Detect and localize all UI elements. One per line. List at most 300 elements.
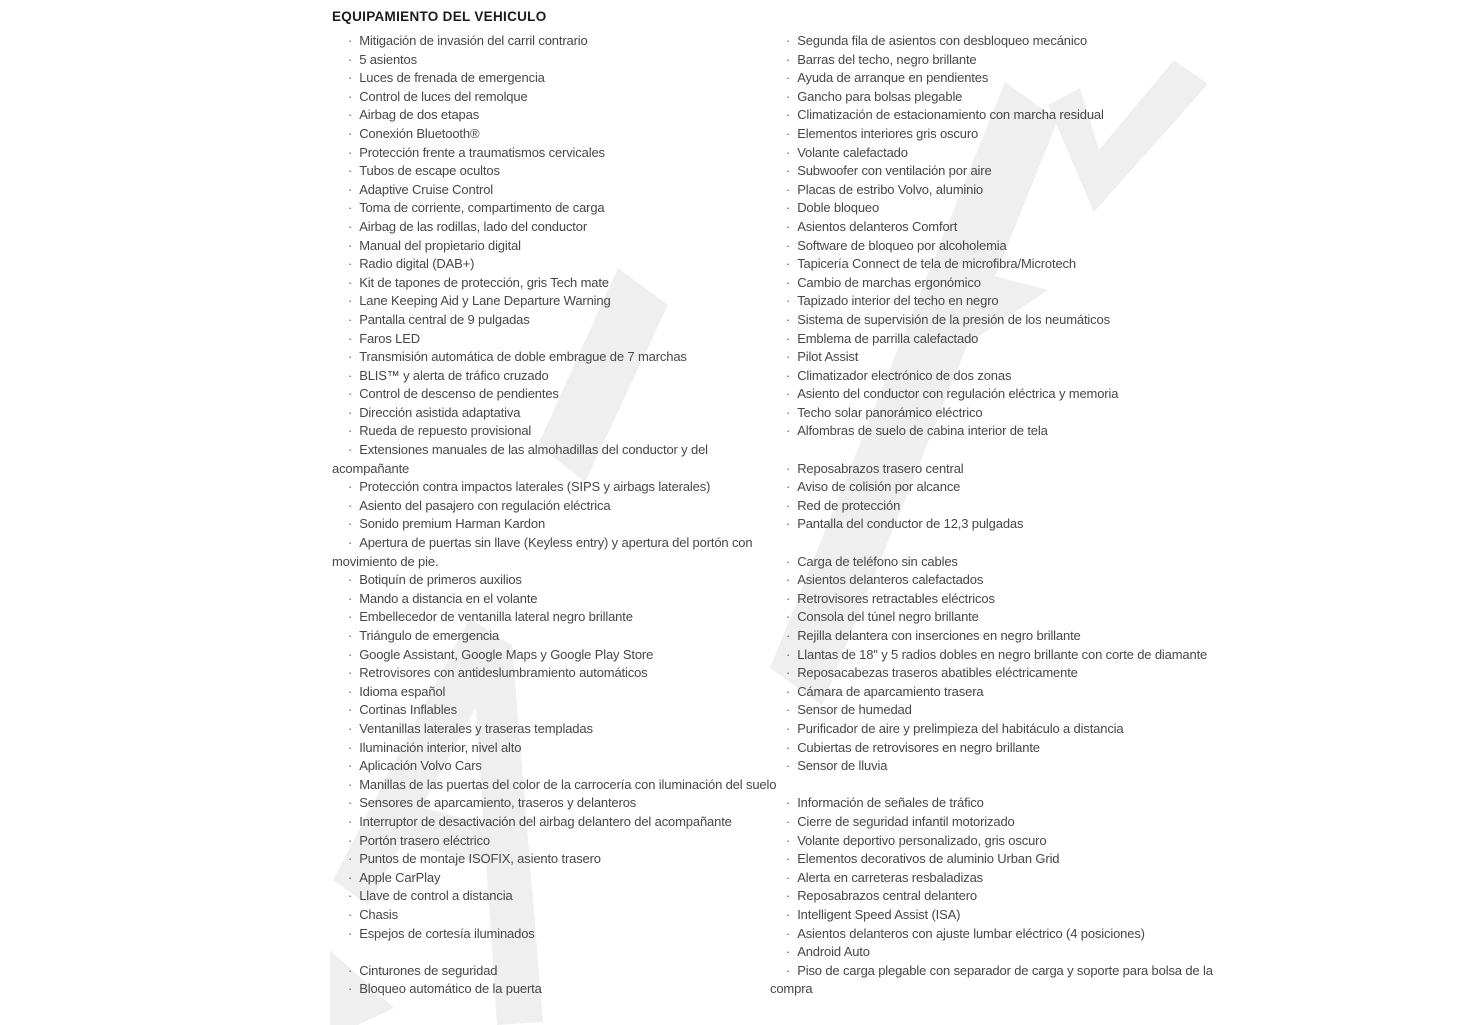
- equipment-item: [332, 664, 778, 683]
- equipment-item: [332, 199, 778, 218]
- bullet-icon: ·: [348, 497, 353, 513]
- equipment-item: [770, 460, 1228, 479]
- bullet-icon: ·: [348, 442, 353, 458]
- bullet-icon: ·: [348, 386, 353, 402]
- equipment-item-label: Intelligent Speed Assist (ISA): [797, 906, 961, 922]
- equipment-item-label: Asientos delanteros calefactados: [797, 572, 984, 588]
- equipment-item: [770, 925, 1228, 944]
- equipment-item-label: Tubos de escape ocultos: [359, 163, 500, 179]
- equipment-group: [770, 553, 1228, 776]
- equipment-item: [770, 962, 1228, 999]
- equipment-item: [332, 646, 778, 665]
- equipment-item: [770, 32, 1228, 51]
- equipment-column-left: [332, 32, 778, 999]
- equipment-item-label: Pantalla del conductor de 12,3 pulgadas: [797, 516, 1024, 532]
- equipment-item: [770, 311, 1228, 330]
- equipment-item: [332, 683, 778, 702]
- equipment-item-label: Techo solar panorámico eléctrico: [797, 404, 983, 420]
- bullet-icon: ·: [348, 144, 353, 160]
- bullet-icon: ·: [786, 925, 791, 941]
- equipment-item-label: Tapizado interior del techo en negro: [797, 293, 999, 309]
- equipment-item-label: Chasis: [359, 906, 399, 922]
- equipment-item: [770, 237, 1228, 256]
- bullet-icon: ·: [348, 163, 353, 179]
- equipment-item: [770, 348, 1228, 367]
- equipment-item: [770, 125, 1228, 144]
- equipment-item: [332, 330, 778, 349]
- bullet-icon: ·: [348, 516, 353, 532]
- equipment-item-label: Climatización de estacionamiento con marcha residual: [797, 107, 1104, 123]
- bullet-icon: ·: [348, 218, 353, 234]
- bullet-icon: ·: [348, 832, 353, 848]
- equipment-item: [332, 367, 778, 386]
- equipment-item-label: Manillas de las puertas del color de la carrocería con iluminación del suelo: [359, 776, 777, 792]
- bullet-icon: ·: [786, 590, 791, 606]
- equipment-item: [770, 478, 1228, 497]
- equipment-item: [332, 237, 778, 256]
- bullet-icon: ·: [348, 851, 353, 867]
- equipment-item: [332, 720, 778, 739]
- bullet-icon: ·: [786, 293, 791, 309]
- bullet-icon: ·: [348, 367, 353, 383]
- bullet-icon: ·: [348, 70, 353, 86]
- equipment-item-label: Carga de teléfono sin cables: [797, 553, 958, 569]
- equipment-item: [770, 255, 1228, 274]
- bullet-icon: ·: [786, 646, 791, 662]
- equipment-item-label: Conexión Bluetooth®: [359, 125, 480, 141]
- equipment-item-label: Airbag de las rodillas, lado del conductor: [359, 218, 588, 234]
- equipment-group: [770, 460, 1228, 534]
- bullet-icon: ·: [786, 107, 791, 123]
- bullet-icon: ·: [786, 200, 791, 216]
- equipment-item: [332, 441, 778, 478]
- equipment-item-label: Control de descenso de pendientes: [359, 386, 559, 402]
- equipment-item-label: Elementos interiores gris oscuro: [797, 125, 979, 141]
- bullet-icon: ·: [348, 925, 353, 941]
- equipment-item-label: Idioma español: [359, 683, 446, 699]
- bullet-icon: ·: [348, 293, 353, 309]
- bullet-icon: ·: [786, 739, 791, 755]
- equipment-item-label: Radio digital (DAB+): [359, 256, 475, 272]
- equipment-item-label: Tapicería Connect de tela de microfibra/Microtech: [797, 256, 1076, 272]
- equipment-item-label: Triángulo de emergencia: [359, 628, 500, 643]
- equipment-item-label: Placas de estribo Volvo, aluminio: [797, 181, 984, 197]
- bullet-icon: ·: [786, 349, 791, 365]
- equipment-item: [332, 218, 778, 237]
- bullet-icon: ·: [786, 311, 791, 327]
- equipment-item-label: Sensores de aparcamiento, traseros y delanteros: [359, 795, 637, 811]
- bullet-icon: ·: [786, 702, 791, 718]
- equipment-item-label: Asientos delanteros Comfort: [797, 218, 958, 234]
- equipment-item-label: Sensor de lluvia: [797, 758, 888, 774]
- equipment-item-label: Kit de tapones de protección, gris Tech mate: [359, 274, 609, 290]
- equipment-item-label: Gancho para bolsas plegable: [797, 88, 963, 104]
- bullet-icon: ·: [786, 962, 791, 978]
- equipment-group: [770, 794, 1228, 999]
- equipment-item: [770, 199, 1228, 218]
- bullet-icon: ·: [786, 683, 791, 699]
- equipment-item: [332, 32, 778, 51]
- bullet-icon: ·: [348, 330, 353, 346]
- equipment-item: [332, 404, 778, 423]
- equipment-item: [770, 144, 1228, 163]
- bullet-icon: ·: [348, 813, 353, 829]
- bullet-icon: ·: [786, 851, 791, 867]
- equipment-item: [770, 794, 1228, 813]
- bullet-icon: ·: [786, 70, 791, 86]
- equipment-item: [770, 274, 1228, 293]
- equipment-item-label: Airbag de dos etapas: [359, 107, 480, 123]
- bullet-icon: ·: [786, 832, 791, 848]
- bullet-icon: ·: [786, 330, 791, 346]
- equipment-item: [332, 106, 778, 125]
- equipment-item-label: Transmisión automática de doble embrague de 7 marchas: [359, 349, 687, 365]
- bullet-icon: ·: [786, 460, 791, 476]
- equipment-item: [770, 385, 1228, 404]
- bullet-icon: ·: [348, 107, 353, 123]
- equipment-item-label: Interruptor de desactivación del airbag delantero del acompañante: [359, 813, 732, 829]
- equipment-item: [332, 869, 778, 888]
- bullet-icon: ·: [348, 535, 353, 551]
- equipment-item-label: Barras del techo, negro brillante: [797, 51, 977, 67]
- equipment-item: [770, 106, 1228, 125]
- bullet-icon: ·: [786, 572, 791, 588]
- equipment-item: [770, 943, 1228, 962]
- bullet-icon: ·: [348, 88, 353, 104]
- equipment-item: [332, 422, 778, 441]
- bullet-icon: ·: [786, 181, 791, 197]
- bullet-icon: ·: [786, 274, 791, 290]
- equipment-item: [770, 553, 1228, 572]
- equipment-item: [770, 887, 1228, 906]
- bullet-icon: ·: [348, 776, 353, 792]
- equipment-item: [332, 292, 778, 311]
- equipment-item-label: Toma de corriente, compartimento de carga: [359, 200, 605, 216]
- equipment-item-label: Llave de control a distancia: [359, 888, 513, 904]
- bullet-icon: ·: [786, 516, 791, 532]
- equipment-item: [332, 906, 778, 925]
- equipment-item: [332, 590, 778, 609]
- equipment-item: [332, 925, 778, 944]
- equipment-item-label: Android Auto: [797, 944, 870, 960]
- bullet-icon: ·: [786, 33, 791, 48]
- equipment-item-label: Asiento del conductor con regulación eléctrica y memoria: [797, 386, 1119, 402]
- equipment-column-right: [770, 32, 1228, 999]
- bullet-icon: ·: [348, 274, 353, 290]
- bullet-icon: ·: [786, 163, 791, 179]
- equipment-item-label: Reposabrazos trasero central: [797, 460, 964, 476]
- equipment-item-label: Reposabrazos central delantero: [797, 888, 977, 904]
- bullet-icon: ·: [786, 628, 791, 643]
- equipment-item: [332, 887, 778, 906]
- equipment-item-label: Asiento del pasajero con regulación eléctrica: [359, 497, 611, 513]
- equipment-group: [770, 32, 1228, 441]
- equipment-item-label: Elementos decorativos de aluminio Urban Grid: [797, 851, 1060, 867]
- equipment-item: [332, 515, 778, 534]
- equipment-item: [770, 664, 1228, 683]
- equipment-item-label: Segunda fila de asientos con desbloqueo mecánico: [797, 33, 1088, 48]
- equipment-item-label: Embellecedor de ventanilla lateral negro brillante: [359, 609, 633, 625]
- bullet-icon: ·: [786, 218, 791, 234]
- equipment-item-label: Portón trasero eléctrico: [359, 832, 490, 848]
- equipment-item: [770, 515, 1228, 534]
- bullet-icon: ·: [348, 200, 353, 216]
- equipment-item: [332, 794, 778, 813]
- equipment-item: [332, 162, 778, 181]
- page-title: EQUIPAMIENTO DEL VEHICULO: [332, 9, 547, 24]
- equipment-item-label: Software de bloqueo por alcoholemia: [797, 237, 1007, 253]
- equipment-item: [770, 69, 1228, 88]
- equipment-item-label: BLIS™ y alerta de tráfico cruzado: [359, 367, 549, 383]
- equipment-item: [770, 608, 1228, 627]
- equipment-item-label: Bloqueo automático de la puerta: [359, 981, 542, 997]
- equipment-item-label: Dirección asistida adaptativa: [359, 404, 521, 420]
- bullet-icon: ·: [348, 646, 353, 662]
- equipment-item: [770, 590, 1228, 609]
- equipment-item-label: Volante calefactado: [797, 144, 908, 160]
- equipment-item-label: Asientos delanteros con ajuste lumbar eléctrico (4 posiciones): [797, 925, 1145, 941]
- equipment-item: [770, 869, 1228, 888]
- bullet-icon: ·: [348, 572, 353, 588]
- equipment-item: [770, 739, 1228, 758]
- equipment-item-label: Sistema de supervisión de la presión de los neumáticos: [797, 311, 1110, 327]
- bullet-icon: ·: [786, 888, 791, 904]
- equipment-item: [332, 51, 778, 70]
- equipment-item-label: Retrovisores con antideslumbramiento automáticos: [359, 665, 648, 681]
- equipment-item-label: Llantas de 18" y 5 radios dobles en negro brillante con corte de diamante: [797, 646, 1208, 662]
- bullet-icon: ·: [348, 720, 353, 736]
- equipment-item: [332, 88, 778, 107]
- equipment-item: [332, 385, 778, 404]
- equipment-item: [332, 980, 778, 999]
- equipment-item-label: Reposacabezas traseros abatibles eléctricamente: [797, 665, 1078, 681]
- equipment-item-label: Subwoofer con ventilación por aire: [797, 163, 992, 179]
- equipment-item-label: Ventanillas laterales y traseras templadas: [359, 720, 593, 736]
- equipment-item: [332, 776, 778, 795]
- bullet-icon: ·: [786, 386, 791, 402]
- bullet-icon: ·: [348, 906, 353, 922]
- equipment-item: [770, 162, 1228, 181]
- equipment-item: [332, 144, 778, 163]
- equipment-item-label: Sensor de humedad: [797, 702, 912, 718]
- equipment-item-label: Protección contra impactos laterales (SIPS y airbags laterales): [359, 479, 711, 495]
- bullet-icon: ·: [786, 237, 791, 253]
- bullet-icon: ·: [348, 888, 353, 904]
- bullet-icon: ·: [786, 813, 791, 829]
- equipment-item: [770, 497, 1228, 516]
- bullet-icon: ·: [348, 125, 353, 141]
- equipment-item: [332, 181, 778, 200]
- bullet-icon: ·: [786, 665, 791, 681]
- equipment-item: [332, 478, 778, 497]
- equipment-item: [332, 497, 778, 516]
- equipment-item-label: Cambio de marchas ergonómico: [797, 274, 981, 290]
- equipment-group: [332, 962, 778, 999]
- bullet-icon: ·: [786, 367, 791, 383]
- equipment-item: [332, 571, 778, 590]
- equipment-item-label: Google Assistant, Google Maps y Google Play Store: [359, 646, 654, 662]
- equipment-item: [770, 422, 1228, 441]
- equipment-item-label: Alfombras de suelo de cabina interior de tela: [797, 423, 1048, 439]
- equipment-item: [770, 88, 1228, 107]
- bullet-icon: ·: [348, 609, 353, 625]
- bullet-icon: ·: [348, 404, 353, 420]
- equipment-item: [770, 813, 1228, 832]
- equipment-item-label: Aplicación Volvo Cars: [359, 758, 482, 774]
- equipment-item-label: Alerta en carreteras resbaladizas: [797, 869, 983, 885]
- equipment-item: [332, 348, 778, 367]
- equipment-item: [332, 813, 778, 832]
- equipment-item: [770, 218, 1228, 237]
- equipment-item: [770, 330, 1228, 349]
- equipment-item-label: Extensiones manuales de las almohadillas del conductor y del acompañante: [332, 442, 708, 476]
- equipment-item: [332, 962, 778, 981]
- equipment-item-label: Mitigación de invasión del carril contrario: [359, 33, 588, 48]
- bullet-icon: ·: [348, 349, 353, 365]
- bullet-icon: ·: [786, 944, 791, 960]
- bullet-icon: ·: [786, 256, 791, 272]
- equipment-item: [332, 739, 778, 758]
- equipment-item: [770, 683, 1228, 702]
- equipment-item: [770, 906, 1228, 925]
- equipment-item: [332, 701, 778, 720]
- equipment-group: [332, 32, 778, 943]
- equipment-item-label: Rejilla delantera con inserciones en negro brillante: [797, 628, 1081, 643]
- equipment-item-label: Consola del túnel negro brillante: [797, 609, 979, 625]
- bullet-icon: ·: [786, 795, 791, 811]
- equipment-item: [770, 757, 1228, 776]
- equipment-item: [770, 367, 1228, 386]
- equipment-item: [770, 292, 1228, 311]
- equipment-item-label: Iluminación interior, nivel alto: [359, 739, 522, 755]
- equipment-item-label: Botiquín de primeros auxilios: [359, 572, 522, 588]
- bullet-icon: ·: [348, 479, 353, 495]
- equipment-item-label: Doble bloqueo: [797, 200, 880, 216]
- equipment-item: [770, 646, 1228, 665]
- equipment-item-label: Aviso de colisión por alcance: [797, 479, 961, 495]
- bullet-icon: ·: [348, 702, 353, 718]
- equipment-item-label: Faros LED: [359, 330, 420, 346]
- bullet-icon: ·: [786, 51, 791, 67]
- equipment-item: [332, 255, 778, 274]
- bullet-icon: ·: [348, 962, 353, 978]
- equipment-item: [332, 757, 778, 776]
- bullet-icon: ·: [348, 869, 353, 885]
- equipment-item: [770, 51, 1228, 70]
- bullet-icon: ·: [348, 237, 353, 253]
- equipment-item-label: Cortinas Inflables: [359, 702, 457, 718]
- equipment-item: [332, 534, 778, 571]
- equipment-item: [770, 832, 1228, 851]
- equipment-item: [770, 404, 1228, 423]
- equipment-item-label: Piso de carga plegable con separador de carga y soporte para bolsa de la compra: [770, 962, 1213, 997]
- equipment-item: [332, 608, 778, 627]
- equipment-item: [332, 627, 778, 646]
- equipment-item: [770, 627, 1228, 646]
- bullet-icon: ·: [786, 720, 791, 736]
- bullet-icon: ·: [786, 144, 791, 160]
- bullet-icon: ·: [348, 33, 353, 48]
- equipment-item-label: Emblema de parrilla calefactado: [797, 330, 979, 346]
- equipment-item-label: Puntos de montaje ISOFIX, asiento trasero: [359, 851, 601, 867]
- equipment-item: [770, 181, 1228, 200]
- equipment-item-label: Retrovisores retractables eléctricos: [797, 590, 995, 606]
- bullet-icon: ·: [786, 125, 791, 141]
- equipment-item-label: Apertura de puertas sin llave (Keyless entry) y apertura del portón con movimiento de pie.: [332, 535, 753, 569]
- equipment-item-label: Lane Keeping Aid y Lane Departure Warning: [359, 293, 611, 309]
- equipment-item-label: 5 asientos: [359, 51, 417, 67]
- bullet-icon: ·: [786, 906, 791, 922]
- bullet-icon: ·: [348, 739, 353, 755]
- bullet-icon: ·: [348, 256, 353, 272]
- equipment-item: [332, 274, 778, 293]
- equipment-item-label: Cámara de aparcamiento trasera: [797, 683, 984, 699]
- equipment-item: [770, 571, 1228, 590]
- bullet-icon: ·: [348, 683, 353, 699]
- equipment-item-label: Rueda de repuesto provisional: [359, 423, 532, 439]
- equipment-item-label: Protección frente a traumatismos cervicales: [359, 144, 605, 160]
- equipment-item-label: Pilot Assist: [797, 349, 859, 365]
- equipment-item: [332, 125, 778, 144]
- bullet-icon: ·: [786, 404, 791, 420]
- equipment-item: [332, 850, 778, 869]
- equipment-item-label: Volante deportivo personalizado, gris oscuro: [797, 832, 1047, 848]
- bullet-icon: ·: [348, 423, 353, 439]
- bullet-icon: ·: [348, 181, 353, 197]
- equipment-item: [332, 311, 778, 330]
- bullet-icon: ·: [786, 758, 791, 774]
- equipment-item: [770, 720, 1228, 739]
- equipment-item-label: Apple CarPlay: [359, 869, 441, 885]
- equipment-item-label: Ayuda de arranque en pendientes: [797, 70, 989, 86]
- bullet-icon: ·: [348, 590, 353, 606]
- equipment-item-label: Red de protección: [797, 497, 901, 513]
- equipment-item: [332, 69, 778, 88]
- bullet-icon: ·: [786, 88, 791, 104]
- bullet-icon: ·: [348, 51, 353, 67]
- bullet-icon: ·: [348, 311, 353, 327]
- bullet-icon: ·: [786, 869, 791, 885]
- equipment-item-label: Información de señales de tráfico: [797, 795, 984, 811]
- equipment-item: [332, 832, 778, 851]
- equipment-item-label: Cierre de seguridad infantil motorizado: [797, 813, 1015, 829]
- bullet-icon: ·: [348, 628, 353, 643]
- equipment-item-label: Control de luces del remolque: [359, 88, 528, 104]
- bullet-icon: ·: [348, 981, 353, 997]
- bullet-icon: ·: [348, 795, 353, 811]
- bullet-icon: ·: [348, 758, 353, 774]
- bullet-icon: ·: [786, 497, 791, 513]
- equipment-item-label: Espejos de cortesía iluminados: [359, 925, 535, 941]
- equipment-item-label: Purificador de aire y prelimpieza del habitáculo a distancia: [797, 720, 1124, 736]
- equipment-item-label: Luces de frenada de emergencia: [359, 70, 545, 86]
- equipment-item-label: Pantalla central de 9 pulgadas: [359, 311, 530, 327]
- bullet-icon: ·: [786, 479, 791, 495]
- bullet-icon: ·: [786, 609, 791, 625]
- equipment-item: [770, 850, 1228, 869]
- bullet-icon: ·: [786, 553, 791, 569]
- equipment-item-label: Climatizador electrónico de dos zonas: [797, 367, 1012, 383]
- bullet-icon: ·: [786, 423, 791, 439]
- equipment-item-label: Mando a distancia en el volante: [359, 590, 538, 606]
- equipment-item: [770, 701, 1228, 720]
- bullet-icon: ·: [348, 665, 353, 681]
- equipment-item-label: Cinturones de seguridad: [359, 962, 498, 978]
- equipment-item-label: Cubiertas de retrovisores en negro brillante: [797, 739, 1040, 755]
- equipment-item-label: Manual del propietario digital: [359, 237, 521, 253]
- equipment-item-label: Sonido premium Harman Kardon: [359, 516, 546, 532]
- equipment-item-label: Adaptive Cruise Control: [359, 181, 494, 197]
